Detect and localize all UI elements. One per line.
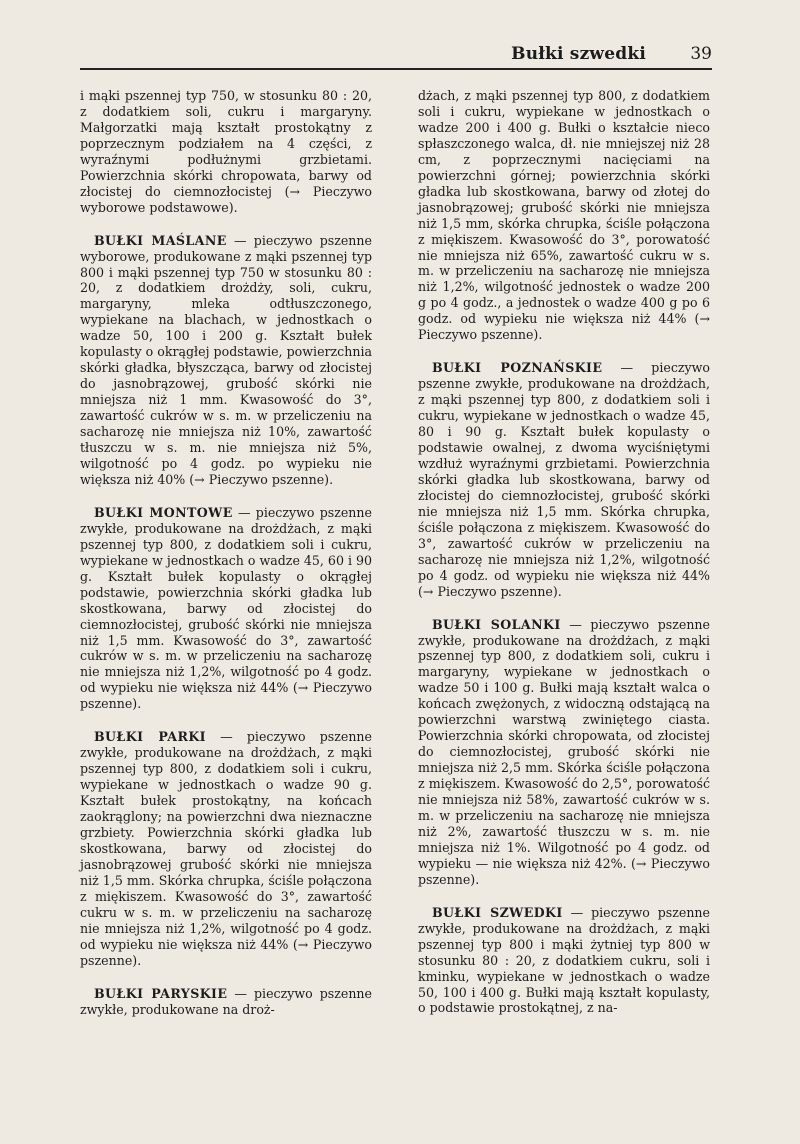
- right-column: [418, 88, 710, 1033]
- left-column: [80, 88, 372, 1034]
- entry-text: — pieczywo pszenne zwykłe, produkowane na drożdżach, z mąki pszennej typ 800 i mąki żytniej typ 800 w stosunku 80 : 20, z dodatkiem cukru, soli i kminku, wypiekane w jednostkach o wadze 50, 100 i 400 g. Bułki mają kształt kopulasty, o podstawie prostokątnej, z na-: [418, 904, 710, 1016]
- entry-bulki-paryskie: [80, 986, 372, 1018]
- entry-headword: BUŁKI PARYSKIE: [94, 985, 228, 1001]
- entry-text: — pieczywo pszenne zwykłe, produkowane na drożdżach, z mąki pszennej typ 800, z dodatkiem soli i cukru, wypiekane w jednostkach o wadze 45, 60 i 90 g. Kształt bułek kopulasty o okrągłej podstawie, powierzchnia skórki gładka lub skostkowana, barwy od złocistej do ciemnozłocistej, grubość skórki nie mniejsza niż 1,5 mm. Kwasowość do 3°, zawartość cukrów w s. m. w przeliczeniu na sacharozę nie mniejsza niż 1,2%, wilgotność po 4 godz. od wypieku nie większa niż 44% (→ Pieczywo pszenne).: [80, 504, 373, 712]
- entry-continuation: [80, 88, 372, 216]
- entry-bulki-montowe: [80, 505, 372, 712]
- page-header: [80, 40, 712, 70]
- entry-headword: BUŁKI MONTOWE: [94, 504, 233, 520]
- entry-continuation: [418, 88, 710, 343]
- entry-headword: BUŁKI SOLANKI: [432, 616, 561, 632]
- entry-text: — pieczywo pszenne zwykłe, produkowane na drożdżach, z mąki pszennej typ 800, z dodatkiem soli i cukru, wypiekane w jednostkach o wadze 90 g. Kształt bułek prostokątny, na końcach zaokrąglony; na powierzchni dwa nieznaczne grzbiety. Powierzchnia skórki gładka lub skostkowana, barwy od złocistej do jasnobrązowej grubość skórki nie mniejsza niż 1,5 mm. Skórka chrupka, ściśle połączona z miękiszem. Kwasowość do 3°, zawartość cukru w s. m. w przeliczeniu na sacharozę nie mniejsza niż 1,2%, wilgotność po 4 godz. od wypieku nie większa niż 44% (→ Pieczywo pszenne).: [80, 729, 372, 968]
- entry-headword: BUŁKI POZNAŃSKIE: [432, 360, 603, 376]
- entry-text: dżach, z mąki pszennej typ 800, z dodatkiem soli i cukru, wypiekane w jednostkach o wadze 200 i 400 g. Bułki o kształcie nieco spłaszczonego walca, dł. nie mniejszej niż 28 cm, z poprzecznymi nacięciami na powierzchni górnej; powierzchnia skórki gładka lub skostkowana, barwy od złotej do jasnobrązowej; grubość skórki nie mniejsza niż 1,5 mm, skórka chrupka, ściśle połączona z miękiszem. Kwasowość do 3°, porowatość nie mniejsza niż 65%, zawartość cukru w s. m. w przeliczeniu na sacharozę nie mniejsza niż 1,2%, wilgotność jednostek o wadze 200 g po 4 godz., a jednostek o wadze 400 g po 6 godz. od wypieku nie większa niż 44% (→ Pieczywo pszenne).: [418, 88, 710, 343]
- entry-bulki-solanki: [418, 617, 710, 888]
- entry-bulki-szwedki: [418, 905, 710, 1017]
- entry-text: i mąki pszennej typ 750, w stosunku 80 : 20, z dodatkiem soli, cukru i margaryny. Małgorzatki mają kształt prostokątny z poprzecznym podziałem na 4 części, z wyraźnymi podłużnymi grzbietami. Powierzchnia skórki chropowata, barwy od złocistej do ciemnozłocistej (→ Pieczywo wyborowe podstawowe).: [80, 88, 372, 215]
- entry-headword: BUŁKI SZWEDKI: [432, 904, 563, 920]
- entry-bulki-parki: [80, 729, 372, 968]
- entry-text: — pieczywo pszenne zwykłe, produkowane na droż-: [80, 985, 372, 1017]
- entry-headword: BUŁKI MAŚLANE: [94, 232, 227, 248]
- entry-bulki-poznanskie: [418, 360, 710, 599]
- entry-text: — pieczywo pszenne zwykłe, produkowane na drożdżach, z mąki pszennej typ 800, z dodatkiem soli i cukru, wypiekane w jednostkach o wadze 45, 80 i 90 g. Kształt bułek kopulasty o podstawie owalnej, z dwoma wyciśniętymi wzdłuż wyraźnymi grzbietami. Powierzchnia skórki gładka lub skostkowana, barwy od złocistej do ciemnozłocistej, grubość skórki nie mniejsza niż 1,5 mm. Skórka chrupka, ściśle połączona z miękiszem. Kwasowość do 3°, zawartość cukrów w przeliczeniu na sacharozę nie mniejsza niż 1,2%, wilgotność po 4 godz. od wypieku nie większa niż 44% (→ Pieczywo pszenne).: [418, 360, 710, 599]
- entry-text: — pieczywo pszenne zwykłe, produkowane na drożdżach, z mąki pszennej typ 800, z dodatkiem soli, cukru i margaryny, wypiekane w jednostkach o wadze 50 i 100 g. Bułki mają kształt walca o końcach zwężonych, z widoczną odstającą na powierzchni warstwą zwiniętego ciasta. Powierzchnia skórki chropowata, od złocistej do ciemnozłocistej, grubość skórki nie mniejsza niż 2,5 mm. Skórka ściśle połączona z miękiszem. Kwasowość do 2,5°, porowatość nie mniejsza niż 58%, zawartość cukrów w s. m. w przeliczeniu na sacharozę nie mniejsza niż 2%, zawartość tłuszczu w s. m. nie mniejsza niż 1%. Wilgotność po 4 godz. od wypieku — nie większa niż 42%. (→ Pieczywo pszenne).: [418, 616, 710, 887]
- entry-headword: BUŁKI PARKI: [94, 729, 206, 745]
- entry-bulki-maslane: [80, 233, 372, 488]
- page-number: 39: [690, 44, 712, 64]
- entry-text: — pieczywo pszenne wyborowe, produkowane z mąki pszennej typ 800 i mąki pszennej typ 750 w stosunku 80 : 20, z dodatkiem drożdży, soli, cukru, margaryny, mleka odtłuszczonego, wypiekane na blachach, w jednostkach o wadze 50, 100 i 200 g. Kształt bułek kopulasty o okrągłej podstawie, powierzchnia skórki gładka, błyszcząca, barwy od złocistej do jasnobrązowej, grubość skórki nie mniejsza niż 1 mm. Kwasowość do 3°, zawartość cukrów w s. m. w przeliczeniu na sacharozę nie mniejsza niż 10%, zawartość tłuszczu w s. m. nie mniejsza niż 5%, wilgotność po 4 godz. po wypieku nie większa niż 40% (→ Pieczywo pszenne).: [80, 232, 372, 487]
- running-head: Bułki szwedki: [511, 44, 646, 64]
